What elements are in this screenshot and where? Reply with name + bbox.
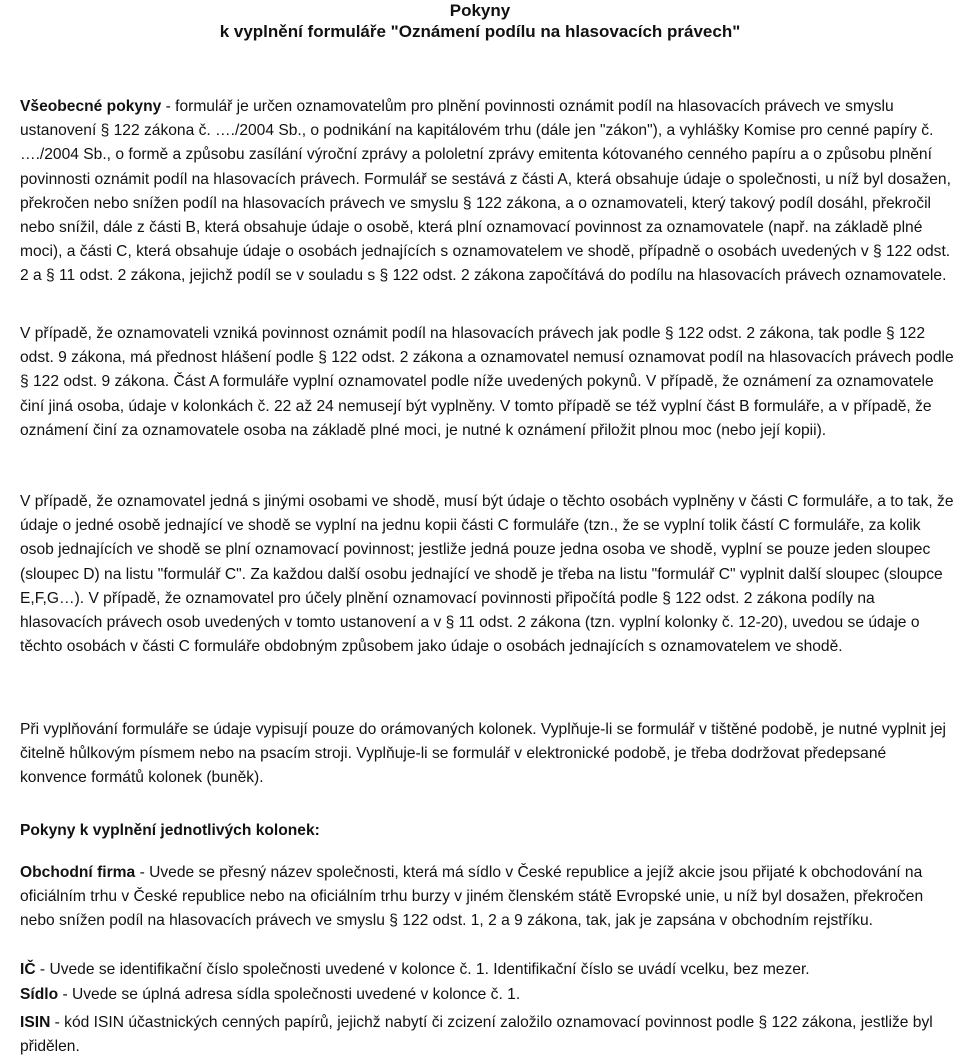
item-ic — [20, 958, 956, 982]
page-title: Pokyny — [449, 1, 511, 20]
item-label: IČ — [20, 961, 36, 978]
filling-rules-paragraph: Při vyplňování formuláře se údaje vypisují pouze do orámovaných kolonek. Vyplňuje-li se formulář v tištěné podobě, je nutné vyplnit jej čitelně hůlkovým písmem nebo na psacím stroji. Vyplňuje-li se formulář v elektronické podobě, je třeba dodržovat předepsané konvence formátů kolonek (buněk). — [20, 721, 947, 787]
item-isin — [20, 1011, 956, 1059]
general-instructions-label: Všeobecné pokyny — [20, 98, 162, 115]
columns-heading: Pokyny k vyplnění jednotlivých kolonek: — [20, 822, 320, 839]
item-label: Sídlo — [20, 986, 59, 1003]
acting-in-concert-paragraph: V případě, že oznamovatel jedná s jinými osobami ve shodě, musí být údaje o těchto osobách vyplněny v části C formuláře, a to tak, že údaje o jedné osobě jednající ve shodě se vyplní na jednu kopii části C formuláře (tzn., že se vyplní tolik částí C formuláře, za kolik osob jednajících ve shodě se plní oznamovací povinnost; jestliže jedná pouze jedna osoba ve shodě, vyplní se pouze jeden sloupec (sloupec D) na listu "formulář C". Za každou další osobu jednající ve shodě je třeba na listu "formulář C" vyplnit další sloupec (sloupce E,F,G…). V případě, že oznamovatel pro účely plnění oznamovací povinnosti připočítá podle § 122 odst. 2 zákona podíly na hlasovacích právech osob uvedených v tomto ustanovení a v § 11 odst. 2 zákona (tzn. vyplní kolonky č. 12-20), uvedou se údaje o těchto osobách v části C formuláře obdobným způsobem jako údaje o osobách jednajících s oznamovatelem ve shodě. — [20, 493, 954, 656]
item-label: ISIN — [20, 1014, 51, 1031]
item-text: - Uvede se identifikační číslo společnosti uvedené v kolonce č. 1. Identifikační číslo se uvádí vcelku, bez mezer. — [35, 961, 810, 978]
item-obchodni-firma — [20, 861, 956, 934]
item-text: - Uvede se úplná adresa sídla společnosti uvedené v kolonce č. 1. — [58, 986, 521, 1003]
item-text: - kód ISIN účastnických cenných papírů, jejichž nabytí či zcizení založilo oznamovací povinnost podle § 122 zákona, jestliže byl přidělen. — [20, 1014, 933, 1056]
item-text: - Uvede se přesný název společnosti, která má sídlo v České republice a jejíž akcie jsou přijaté k obchodování na oficiálním trhu v České republice nebo na oficiálním trhu burzy v jiném členském státě Evropské unie, u níž byl dosažen, překročen nebo snížen podíl na hlasovacích právech ve smyslu § 122 odst. 1, 2 a 9 zákona, tak, jak je zapsána v obchodním rejstříku. — [20, 864, 924, 930]
general-instructions-text: - formulář je určen oznamovatelům pro plnění povinnosti oznámit podíl na hlasovacích právech ve smyslu ustanovení § 122 zákona č. …./2004 Sb., o podnikání na kapitálovém trhu (dále jen "zákon"), a vyhlášky Komise pro cenné papíry č. …./2004 Sb., o formě a způsobu zasílání výroční zprávy a pololetní zprávy emitenta kótovaného cenného papíru a o způsobu plnění povinnosti oznámit podíl na hlasovacích právech. Formulář se sestává z části A, která obsahuje údaje o společnosti, u níž byl dosažen, překročen nebo snížen podíl na hlasovacích právech ve smyslu § 122 zákona, a o oznamovateli, který takový podíl dosáhl, překročil nebo snížil, dále z části B, která obsahuje údaje o osobě, která plní oznamovací povinnost za oznamovatele (např. na základě plné moci), a části C, která obsahuje údaje o osobách jednajících s oznamovatelem ve shodě, případně o osobách uvedených v § 122 odst. 2 a § 11 odst. 2 zákona, jejichž podíl se v souladu s § 122 odst. 2 zákona započítává do podílu na hlasovacích právech oznamovatele. — [20, 98, 951, 285]
item-label: Obchodní firma — [20, 864, 136, 881]
obligation-paragraph: V případě, že oznamovateli vzniká povinnost oznámit podíl na hlasovacích právech jak podle § 122 odst. 2 zákona, tak podle § 122 odst. 9 zákona, má přednost hlášení podle § 122 odst. 2 zákona a oznamovatel nemusí oznamovat podíl na hlasovacích právech podle § 122 odst. 9 zákona. Část A formuláře vyplní oznamovatel podle níže uvedených pokynů. V případě, že oznámení za oznamovatele činí jiná osoba, údaje v kolonkách č. 22 až 24 nemusejí být vyplněny. V tomto případě se též vyplní část B formuláře, a v případě, že oznámení činí za oznamovatele osoba na základě plné moci, je nutné k oznámení přiložit plnou moc (nebo její kopii). — [20, 325, 954, 439]
item-sidlo — [20, 983, 956, 1007]
general-instructions-paragraph — [20, 95, 956, 289]
page-subtitle: k vyplnění formuláře "Oznámení podílu na hlasovacích právech" — [219, 22, 741, 41]
